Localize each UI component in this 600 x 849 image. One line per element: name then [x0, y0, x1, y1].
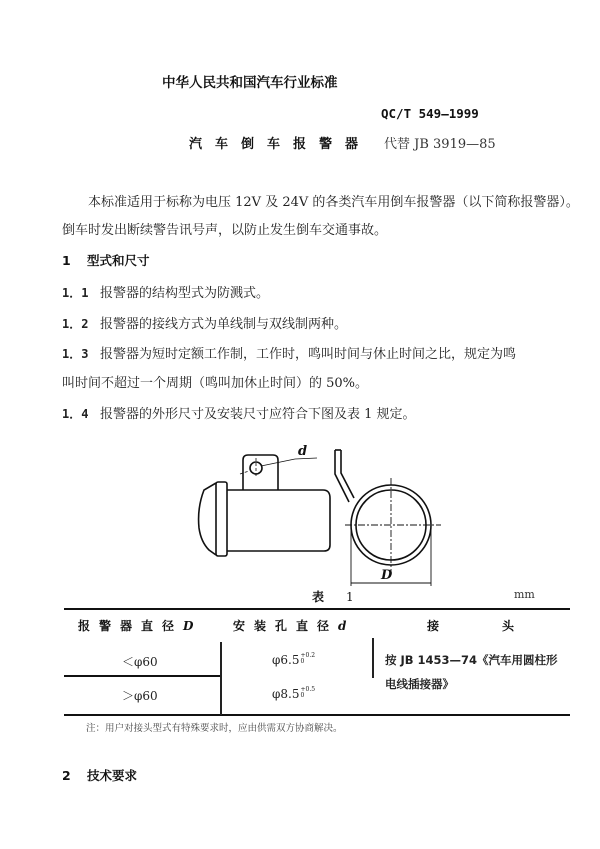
clause-1-3-continuation: 叫时间不超过一个周期（鸣叫加休止时间）的 50%。 — [62, 376, 369, 391]
cell-row1-hole: φ6.5+0.2 0 — [272, 652, 316, 667]
intro-paragraph-line-2: 倒车时发出断续警告讯号声，以防止发生倒车交通事故。 — [62, 223, 388, 238]
section-number: 1 — [62, 253, 71, 268]
clause-text: 报警器的接线方式为单线制与双线制两种。 — [100, 317, 348, 332]
document-title: 汽车倒车报警器 — [189, 137, 372, 152]
clause-1-4 — [62, 403, 416, 422]
clause-number: 1．1 — [62, 286, 89, 300]
cell-connector-line-2: 电线插接器》 — [385, 677, 454, 691]
table-top-rule — [64, 608, 570, 610]
cell-row1-diameter: ＜φ60 — [122, 655, 158, 669]
table-caption-word: 表 — [312, 590, 325, 604]
drawing-svg — [185, 438, 445, 588]
front-dome — [199, 483, 216, 555]
alarm-dimension-drawing — [185, 438, 445, 588]
table-unit: mm — [514, 588, 535, 601]
header-diameter: 报警器直径D — [78, 619, 203, 633]
clause-number: 1．3 — [62, 347, 89, 361]
clause-1-2 — [62, 313, 347, 332]
cell-connector-line-1: 按 JB 1453—74《汽车用圆柱形 — [385, 653, 558, 667]
label-D: D — [381, 568, 393, 583]
table-bottom-rule — [64, 714, 570, 716]
section-heading-2 — [62, 766, 137, 784]
table-column-divider — [372, 638, 374, 678]
header-mounting-hole: 安装孔直径d — [233, 619, 356, 633]
clause-text: 报警器的外形尺寸及安装尺寸应符合下图及表 1 规定。 — [100, 407, 416, 422]
clause-1-1 — [62, 282, 269, 301]
clause-1-3 — [62, 343, 516, 362]
standard-number: QC/T 549—1999 — [381, 106, 479, 121]
section-heading-1 — [62, 251, 150, 269]
table-row-divider — [64, 675, 220, 677]
header-connector-part-2: 头 — [502, 619, 524, 633]
header-connector-part-1: 接 — [427, 619, 449, 633]
table-caption — [312, 588, 354, 605]
section-number: 2 — [62, 768, 71, 783]
label-d: d — [298, 444, 308, 459]
clause-number: 1．4 — [62, 407, 89, 421]
body — [227, 490, 330, 551]
clause-text: 报警器的结构型式为防溅式。 — [100, 286, 270, 301]
intro-paragraph-line-1: 本标准适用于标称为电压 12V 及 24V 的各类汽车用倒车报警器（以下简称报警器）。 — [88, 195, 579, 210]
org-title: 中华人民共和国汽车行业标准 — [162, 75, 338, 91]
replaces-standard: 代替 JB 3919—85 — [384, 137, 496, 152]
clause-text: 报警器为短时定额工作制，工作时，鸣叫时间与休止时间之比，规定为鸣 — [100, 347, 517, 362]
cell-row2-diameter: ＞φ60 — [122, 689, 158, 703]
tolerance: +0.2 0 — [300, 652, 316, 665]
cell-row2-hole: φ8.5+0.5 0 — [272, 686, 316, 701]
section-title: 技术要求 — [87, 768, 138, 783]
clause-number: 1．2 — [62, 317, 89, 331]
table-note: 注：用户对接头型式有特殊要求时，应由供需双方协商解决。 — [86, 723, 343, 734]
section-title: 型式和尺寸 — [87, 253, 150, 268]
front-rim — [216, 482, 227, 556]
tolerance: +0.5 0 — [300, 686, 316, 699]
table-column-divider — [220, 642, 222, 715]
table-caption-number: 1 — [346, 590, 354, 604]
